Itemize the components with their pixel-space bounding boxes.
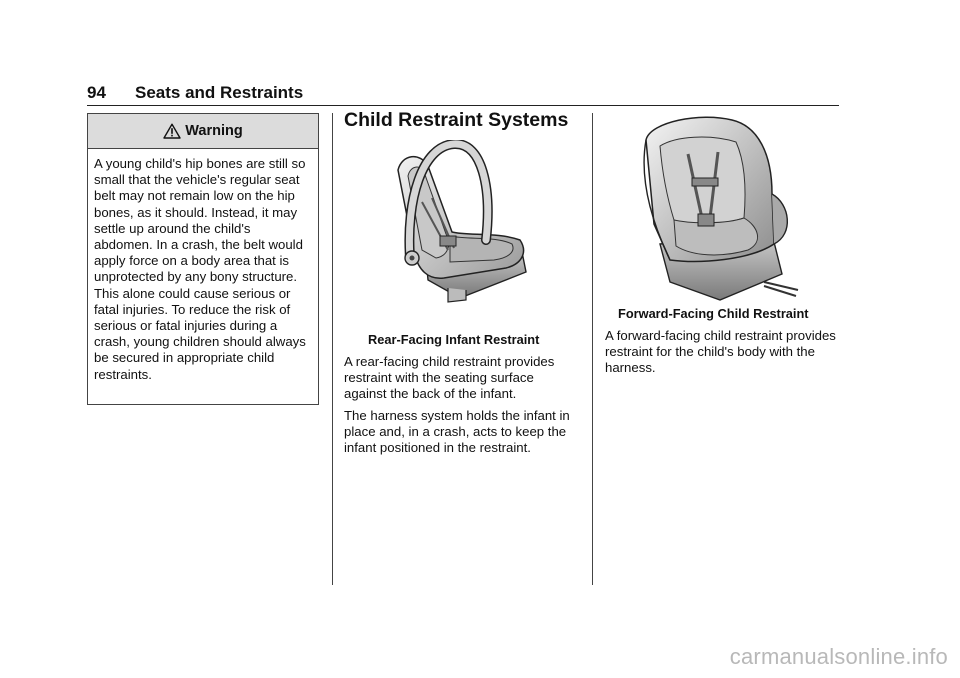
page-header — [87, 82, 839, 106]
rear-facing-infant-seat-illustration — [388, 140, 536, 306]
column-divider-1 — [332, 113, 333, 585]
page-number: 94 — [87, 83, 106, 102]
section-title: Seats and Restraints — [135, 83, 304, 102]
warning-text: A young child's hip bones are still so small that the vehicle's regular seat belt may not remain low on the hip bones, as it should. Instead, it may settle up around the child's abdomen. In a crash, the belt would apply force on a body area that is unprotected by any bony structure. This alone could cause serious or fatal injuries. To reduce the risk of serious or fatal injuries during a crash, young children should always be secured in appropriate child restraints. — [94, 156, 306, 382]
warning-box — [87, 113, 319, 405]
paragraph-rear-facing-1: A rear-facing child restraint provides restraint with the seating surface against the back of the infant. — [344, 354, 555, 401]
caption-forward-facing: Forward-Facing Child Restraint — [618, 306, 809, 321]
warning-triangle-icon — [163, 123, 181, 139]
watermark: carmanualsonline.info — [729, 644, 948, 669]
caption-rear-facing: Rear-Facing Infant Restraint — [368, 332, 540, 347]
warning-header — [88, 114, 318, 149]
paragraph-forward-facing-1: A forward-facing child restraint provides restraint for the child's body with the harness. — [605, 328, 836, 375]
heading-child-restraint-systems: Child Restraint Systems — [344, 109, 569, 131]
column-divider-2 — [592, 113, 593, 585]
paragraph-rear-facing-2: The harness system holds the infant in place and, in a crash, acts to keep the infant positioned in the restraint. — [344, 408, 570, 455]
warning-title: Warning — [185, 123, 243, 139]
forward-facing-child-seat-illustration — [640, 114, 806, 304]
